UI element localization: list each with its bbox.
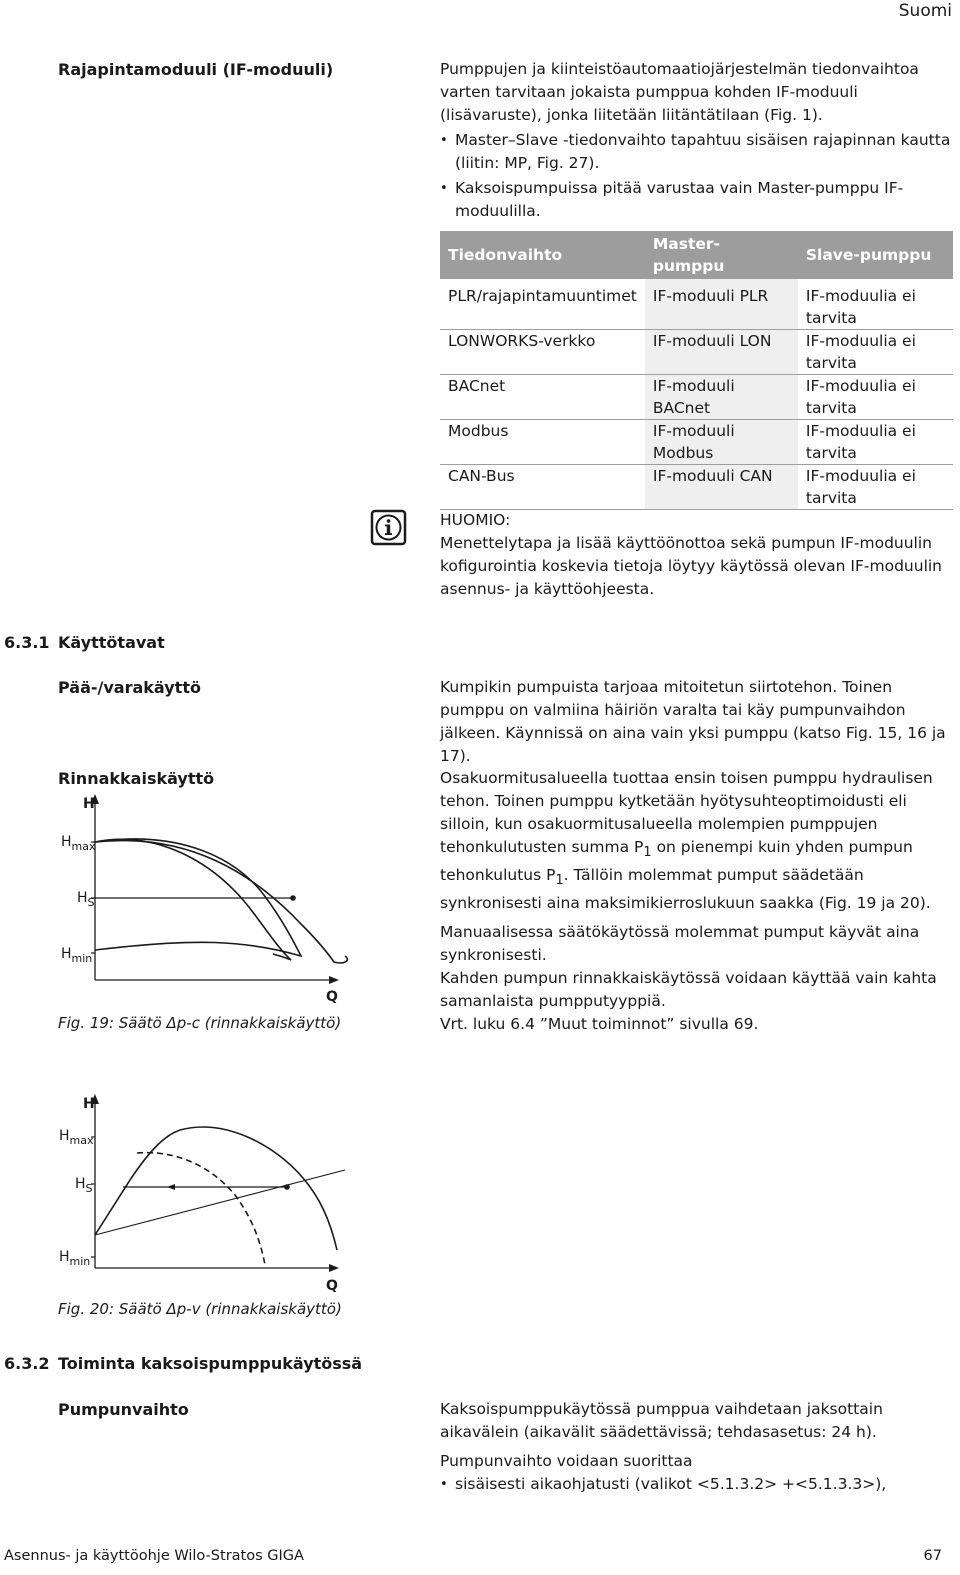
table-row xyxy=(440,420,953,465)
parallel-paragraph-4: Vrt. luku 6.4 ”Muut toiminnot” sivulla 69. xyxy=(440,1015,759,1034)
setpoint-arrow xyxy=(167,1184,175,1190)
main-standby-heading: Pää-/varakäyttö xyxy=(58,678,201,697)
table-cell: IF-moduuli PLR xyxy=(645,279,798,330)
note-text: Menettelytapa ja lisää käyttöönottoa sekä pumpun IF-moduulin kofigurointia koskevia tietoja löytyy käytössä olevan IF-moduulin asennus- ja käyttöohjeesta. xyxy=(440,534,943,598)
list-item: • sisäisesti aikaohjatusti (valikot <5.1.3.2> +<5.1.3.3>), xyxy=(455,1473,955,1496)
table-cell: BACnet xyxy=(440,375,645,420)
if-module-intro xyxy=(440,58,955,223)
if-module-bullets xyxy=(455,129,955,223)
table-cell: CAN-Bus xyxy=(440,465,645,510)
pump-switch-paragraph-2: Pumpunvaihto voidaan suorittaa xyxy=(440,1452,693,1470)
list-item: • Master–Slave -tiedonvaihto tapahtuu sisäisen rajapinnan kautta (liitin: MP, Fig. 27). xyxy=(455,129,955,175)
fig-20-caption: Fig. 20: Säätö Δp-v (rinnakkaiskäyttö) xyxy=(58,1300,342,1318)
h-axis-label: H xyxy=(83,796,95,812)
q-axis-label: Q xyxy=(326,1278,338,1294)
if-module-heading: Rajapintamoduuli (IF-moduuli) xyxy=(58,60,334,79)
subscript: 1 xyxy=(643,845,652,861)
note-block xyxy=(440,509,955,601)
hmax-label: $H_{max}$ xyxy=(61,834,96,853)
subscript: 1 xyxy=(555,873,564,889)
section-number: 6.3.1 xyxy=(4,633,50,652)
parallel-paragraph-2: Manuaalisessa säätökäytössä molemmat pumput käyvät aina synkronisesti. xyxy=(440,923,920,965)
table-header: Master-pumppu xyxy=(645,231,798,279)
table-cell: IF-moduulia ei tarvita xyxy=(798,279,953,330)
switch-point-marker xyxy=(290,895,296,901)
hmin-label: $H_{min}$ xyxy=(61,946,93,965)
table-header: Tiedonvaihto xyxy=(440,231,645,279)
note-label: HUOMIO: xyxy=(440,511,511,529)
section-title: Toiminta kaksoispumppukäytössä xyxy=(58,1354,363,1373)
switch-point-marker xyxy=(284,1184,290,1190)
parallel-paragraph-3: Kahden pumpun rinnakkaiskäytössä voidaan käyttää vain kahta samanlaista pumpputyyppiä. xyxy=(440,969,937,1011)
table-cell: IF-moduulia ei tarvita xyxy=(798,330,953,375)
fig-20-diagram xyxy=(55,1090,355,1302)
table-header-row xyxy=(440,231,953,279)
main-standby-text: Kumpikin pumpuista tarjoaa mitoitetun siirtotehon. Toinen pumppu on valmiina häiriön varalta tai käy pumpunvaihdon jälkeen. Käynnissä on aina vain yksi pumppu (katso Fig. 15, 16 ja 17). xyxy=(440,678,946,765)
parallel-paragraph-1 xyxy=(440,767,955,915)
text-span: Osakuormitusalueella tuottaa ensin toisen pumppu hydraulisen tehon. Toinen pumppu kytketään hyötysuhteoptimoidusti eli silloin, kun osakuormitusalueella molempien pumppujen tehonkulutusten summa P xyxy=(440,769,933,856)
hs-label: $H_S$ xyxy=(75,1176,93,1195)
pump-switch-heading: Pumpunvaihto xyxy=(58,1400,189,1419)
max-speed-envelope xyxy=(95,1127,337,1250)
table-header: Slave-pumppu xyxy=(798,231,953,279)
page-language: Suomi xyxy=(898,1,952,21)
table-cell: IF-moduulia ei tarvita xyxy=(798,375,953,420)
table-row xyxy=(440,330,953,375)
fig-19-diagram xyxy=(55,790,355,1015)
pump-switch-paragraph-1: Kaksoispumppukäytössä pumppua vaihdetaan jaksottain aikavälein (aikavälit säädettävissä; tehdasasetus: 24 h). xyxy=(440,1400,883,1441)
hmin-label: $H_{min}$ xyxy=(59,1249,91,1268)
if-module-intro-text: Pumppujen ja kiinteistöautomaatiojärjestelmän tiedonvaihtoa varten tarvitaan jokaista pumppua kohden IF-moduuli (lisävaruste), jonka liitetään liitäntätilaan (Fig. 1). xyxy=(440,60,919,124)
section-number: 6.3.2 xyxy=(4,1354,50,1373)
table-cell: LONWORKS-verkko xyxy=(440,330,645,375)
footer-doc-title: Asennus- ja käyttöohje Wilo-Stratos GIGA xyxy=(4,1548,304,1564)
pump-switch-text xyxy=(440,1398,955,1496)
table-cell: IF-moduulia ei tarvita xyxy=(798,465,953,510)
table-cell: IF-moduulia ei tarvita xyxy=(798,420,953,465)
list-item: • Kaksoispumpuissa pitää varustaa vain Master-pumppu IF-moduulilla. xyxy=(455,177,955,223)
info-icon xyxy=(370,509,407,546)
table-row xyxy=(440,279,953,330)
h-axis-label: H xyxy=(83,1096,95,1112)
parallel-text xyxy=(440,767,955,1036)
table-cell: IF-moduuli Modbus xyxy=(645,420,798,465)
control-line xyxy=(95,1170,345,1235)
footer-page-number: 67 xyxy=(923,1548,942,1564)
table-row xyxy=(440,465,953,510)
fig-19-caption: Fig. 19: Säätö Δp-c (rinnakkaiskäyttö) xyxy=(58,1014,342,1032)
pump-switch-bullets xyxy=(455,1473,955,1496)
hmax-label: $H_{max}$ xyxy=(59,1128,94,1147)
table-cell: PLR/rajapintamuuntimet xyxy=(440,279,645,330)
section-title: Käyttötavat xyxy=(58,633,165,652)
table-cell: IF-moduuli CAN xyxy=(645,465,798,510)
table-cell: IF-moduuli LON xyxy=(645,330,798,375)
single-pump-curve xyxy=(137,1153,265,1265)
text-span: on pienempi kuin yhden pumpun tehonkulutus P xyxy=(440,838,913,885)
table-cell: IF-moduuli BACnet xyxy=(645,375,798,420)
if-module-table xyxy=(440,231,953,510)
parallel-heading: Rinnakkaiskäyttö xyxy=(58,769,215,788)
table-cell: Modbus xyxy=(440,420,645,465)
text-span: . Tällöin molemmat pumput säädetään synkronisesti aina maksimikierroslukuun saakka (Fig. 19 ja 20). xyxy=(440,866,931,913)
q-axis-arrow xyxy=(329,1264,339,1272)
hs-label: $H_S$ xyxy=(77,890,95,909)
q-axis-arrow xyxy=(329,976,339,984)
q-axis-label: Q xyxy=(326,989,338,1005)
table-row xyxy=(440,375,953,420)
